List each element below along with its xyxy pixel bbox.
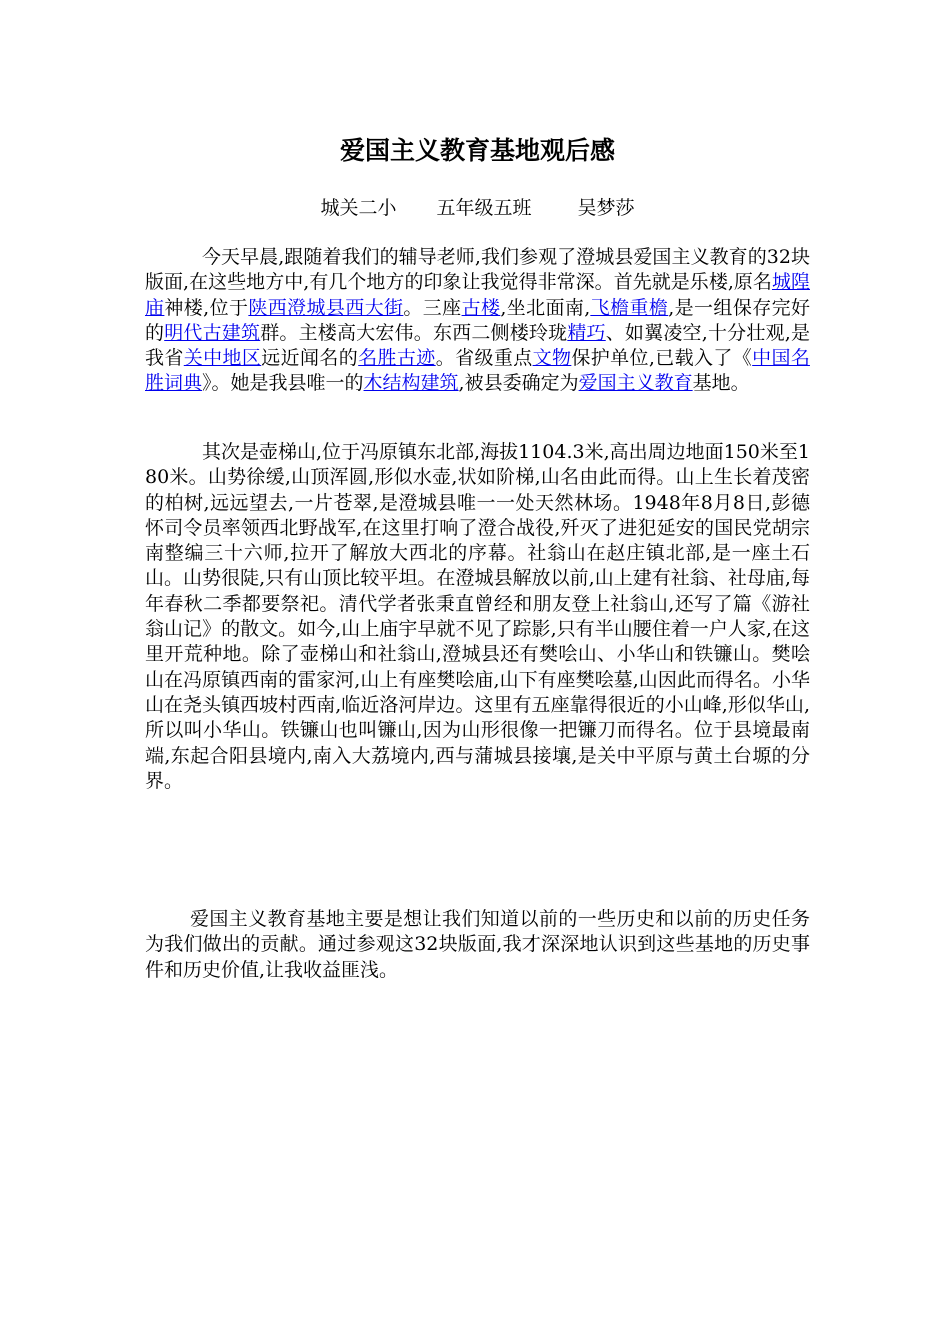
paragraph-1-text: 远近闻名的 <box>261 347 359 370</box>
link-ancient-tower[interactable]: 古楼 <box>461 296 501 319</box>
link-ming-architecture[interactable]: 明代古建筑 <box>164 321 261 344</box>
byline <box>145 193 810 223</box>
paragraph-1-text: ,被县委确定为 <box>458 372 579 395</box>
link-wooden-structure[interactable]: 木结构建筑 <box>363 372 459 395</box>
link-exquisite[interactable]: 精巧 <box>567 321 606 344</box>
paragraph-1-text: 。三座 <box>403 296 462 319</box>
paragraph-1 <box>145 245 810 397</box>
link-cultural-relics[interactable]: 文物 <box>532 347 572 370</box>
paragraph-1-text: 群。主楼高大宏伟。东西二侧楼玲珑 <box>260 321 568 344</box>
link-flying-eaves[interactable]: 飞檐重檐 <box>590 296 669 319</box>
paragraph-3: 爱国主义教育基地主要是想让我们知道以前的一些历史和以前的历史任务为我们做出的贡献。通过参观这32块版面,我才深深地认识到这些基地的历史事件和历史价值,让我收益匪浅。 <box>145 908 810 981</box>
paragraph-1-text: 基地。 <box>692 372 750 395</box>
byline-class: 五年级五班 <box>436 197 532 219</box>
link-patriotic-education[interactable]: 爱国主义教育 <box>578 372 693 395</box>
paragraph-1-text: 。省级重点 <box>435 347 533 370</box>
paragraph-1-text: 》。她是我县唯一的 <box>202 372 364 395</box>
link-chengcheng-west-street[interactable]: 陕西澄城县西大街 <box>248 296 404 319</box>
byline-school: 城关二小 <box>320 197 397 219</box>
link-guanzhong-region[interactable]: 关中地区 <box>183 347 262 370</box>
paragraph-1-text: 神楼,位于 <box>164 296 249 319</box>
paragraph-1-text: 、如翼凌空,十分壮观,是我省 <box>145 321 810 370</box>
paragraph-2: 其次是壶梯山,位于冯原镇东北部,海拔1104.3米,高出周边地面150米至180米。山势徐缓,山顶浑圆,形似水壶,状如阶梯,山名由此而得。山上生长着茂密的柏树,远远望去,一片苍翠,是澄城县唯一一处天然林场。1948年8月8日,彭德怀司令员率领西北野战军,在这里打响了澄合战役,歼灭了进犯延安的国民党胡宗南整编三十六师,拉开了解放大西北的序幕。社翁山在赵庄镇北部,是一座土石山。山势很陡,只有山顶比较平坦。在澄城县解放以前,山上建有社翁、社母庙,每年春秋二季都要祭祀。清代学者张秉直曾经和朋友登上社翁山,还写了篇《游社翁山记》的散文。如今,山上庙宇早就不见了踪影,只有半山腰住着一户人家,在这里开荒种地。除了壶梯山和社翁山,澄城县还有樊哙山、小华山和铁镰山。樊哙山在冯原镇西南的雷家河,山上有座樊哙庙,山下有座樊哙墓,山因此而得名。小华山在尧头镇西坡村西南,临近洛河岸边。这里有五座靠得很近的小山峰,形似华山,所以叫小华山。铁镰山也叫镰山,因为山形很像一把镰刀而得名。位于县境最南端,东起合阳县境内,南入大荔境内,西与蒲城县接壤,是关中平原与黄土台塬的分界。 <box>145 441 810 792</box>
paragraph-1-text: 保护单位,已载入了《 <box>571 347 753 370</box>
link-china-scenic-dictionary[interactable]: 中国名胜词典 <box>145 347 810 395</box>
byline-author: 吴梦莎 <box>577 197 635 219</box>
paragraph-1-text: 今天早晨,跟随着我们的辅导老师,我们参观了澄城县爱国主义教育的32块版面,在这些地方中,有几个地方的印象让我觉得非常深。首先就是乐楼,原名 <box>145 246 810 294</box>
link-scenic-spots[interactable]: 名胜古迹 <box>358 347 436 370</box>
paragraph-1-text: ,是一组保存完好的 <box>145 296 810 344</box>
link-chenghuang-temple[interactable]: 城隍庙 <box>145 271 810 319</box>
paragraph-1-text: ,坐北面南, <box>500 296 591 319</box>
document-title: 爱国主义教育基地观后感 <box>339 136 615 165</box>
document-page <box>145 0 810 1344</box>
